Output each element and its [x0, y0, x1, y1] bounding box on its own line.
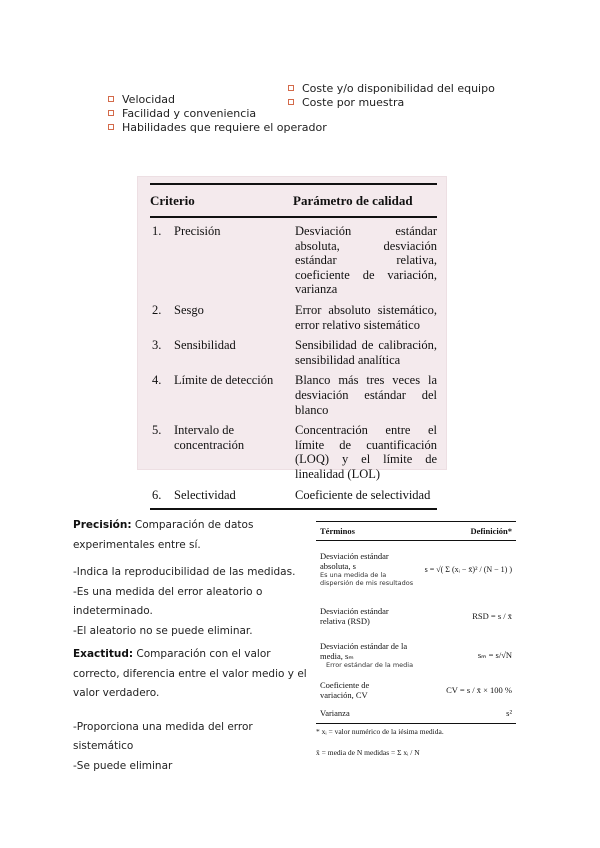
table-row: Varianza s² — [320, 708, 512, 718]
list-item: -Proporciona una medida del error sistemático — [73, 720, 253, 752]
square-bullet-icon — [108, 96, 114, 102]
table-row: Desviación estándar relativa (RSD) RSD = s / x̄ — [320, 606, 512, 626]
table-row: Desviación estándar de la media, sₘ Error estándar de la media sₘ = s/√N — [320, 641, 512, 669]
definitions-table — [316, 521, 516, 757]
formula-variance: s² — [506, 708, 512, 718]
header-criterio: Criterio — [150, 193, 195, 208]
list-item: Facilidad y conveniencia — [108, 106, 327, 120]
square-bullet-icon — [288, 85, 294, 91]
list-item: Habilidades que requiere el operador — [108, 120, 327, 134]
exactitud-section — [73, 645, 308, 776]
table-row: Desviación estándar absoluta, s Es una medida de la dispersión de mis resultados s = √( Σ (xᵢ − x̄)² / (N − 1) ) — [320, 551, 512, 587]
square-bullet-icon — [108, 124, 114, 130]
square-bullet-icon — [288, 99, 294, 105]
criteria-table — [150, 183, 437, 510]
precision-definition: Precisión: Comparación de datos experimentales entre sí. — [73, 519, 254, 551]
list-item: Coste por muestra — [288, 95, 495, 109]
table-header: Términos Definición* — [316, 521, 516, 541]
header-parametro: Parámetro de calidad — [293, 193, 413, 208]
formula-rsd: RSD = s / x̄ — [472, 611, 512, 621]
footnote-mean: x̄ = media de N medidas = Σ xᵢ / N — [316, 748, 420, 757]
table-row: 3. Sensibilidad Sensibilidad de calibración, sensibilidad analítica — [152, 338, 437, 367]
formula-cv: CV = s / x̄ × 100 % — [446, 685, 512, 695]
list-item: -Es una medida del error aleatorio o indeterminado. — [73, 585, 263, 617]
table-row: 4. Límite de detección Blanco más tres veces la desviación estándar del blanco — [152, 373, 437, 417]
list-item: Velocidad — [108, 92, 327, 106]
table-row: Coeficiente de variación, CV CV = s / x̄ × 100 % — [320, 680, 512, 700]
precision-section — [73, 516, 308, 641]
list-item: Coste y/o disponibilidad del equipo — [288, 81, 495, 95]
footnote-xi: * xᵢ = valor numérico de la iésima medida. — [316, 727, 444, 736]
criteria-table-image — [137, 176, 447, 502]
table-row: 6. Selectividad Coeficiente de selectividad — [152, 487, 431, 502]
formula-std-error: sₘ = s/√N — [477, 649, 512, 660]
table-row: 1. Precisión Desviación estándar absoluta, desviación estándar relativa, coeficiente de variación, varianza — [152, 224, 437, 297]
formula-std-dev: s = √( Σ (xᵢ − x̄)² / (N − 1) ) — [424, 564, 512, 574]
table-bottom-rule — [150, 508, 437, 510]
table-row: 5. Intervalo de concentración Concentración entre el límite de cuantificación (LOQ) y el límite de linealidad (LOL) — [152, 423, 437, 481]
list-item: -El aleatorio no se puede eliminar. — [73, 624, 253, 637]
exactitud-definition: Exactitud: Comparación con el valor correcto, diferencia entre el valor medio y el valor verdadero. — [73, 648, 307, 699]
list-item: -Indica la reproducibilidad de las medidas. — [73, 566, 296, 578]
square-bullet-icon — [108, 110, 114, 116]
table-row: 2. Sesgo Error absoluto sistemático, error relativo sistemático — [152, 302, 437, 332]
table-header — [150, 183, 437, 218]
list-item: -Se puede eliminar — [73, 759, 173, 772]
bullet-list-right — [288, 81, 495, 109]
